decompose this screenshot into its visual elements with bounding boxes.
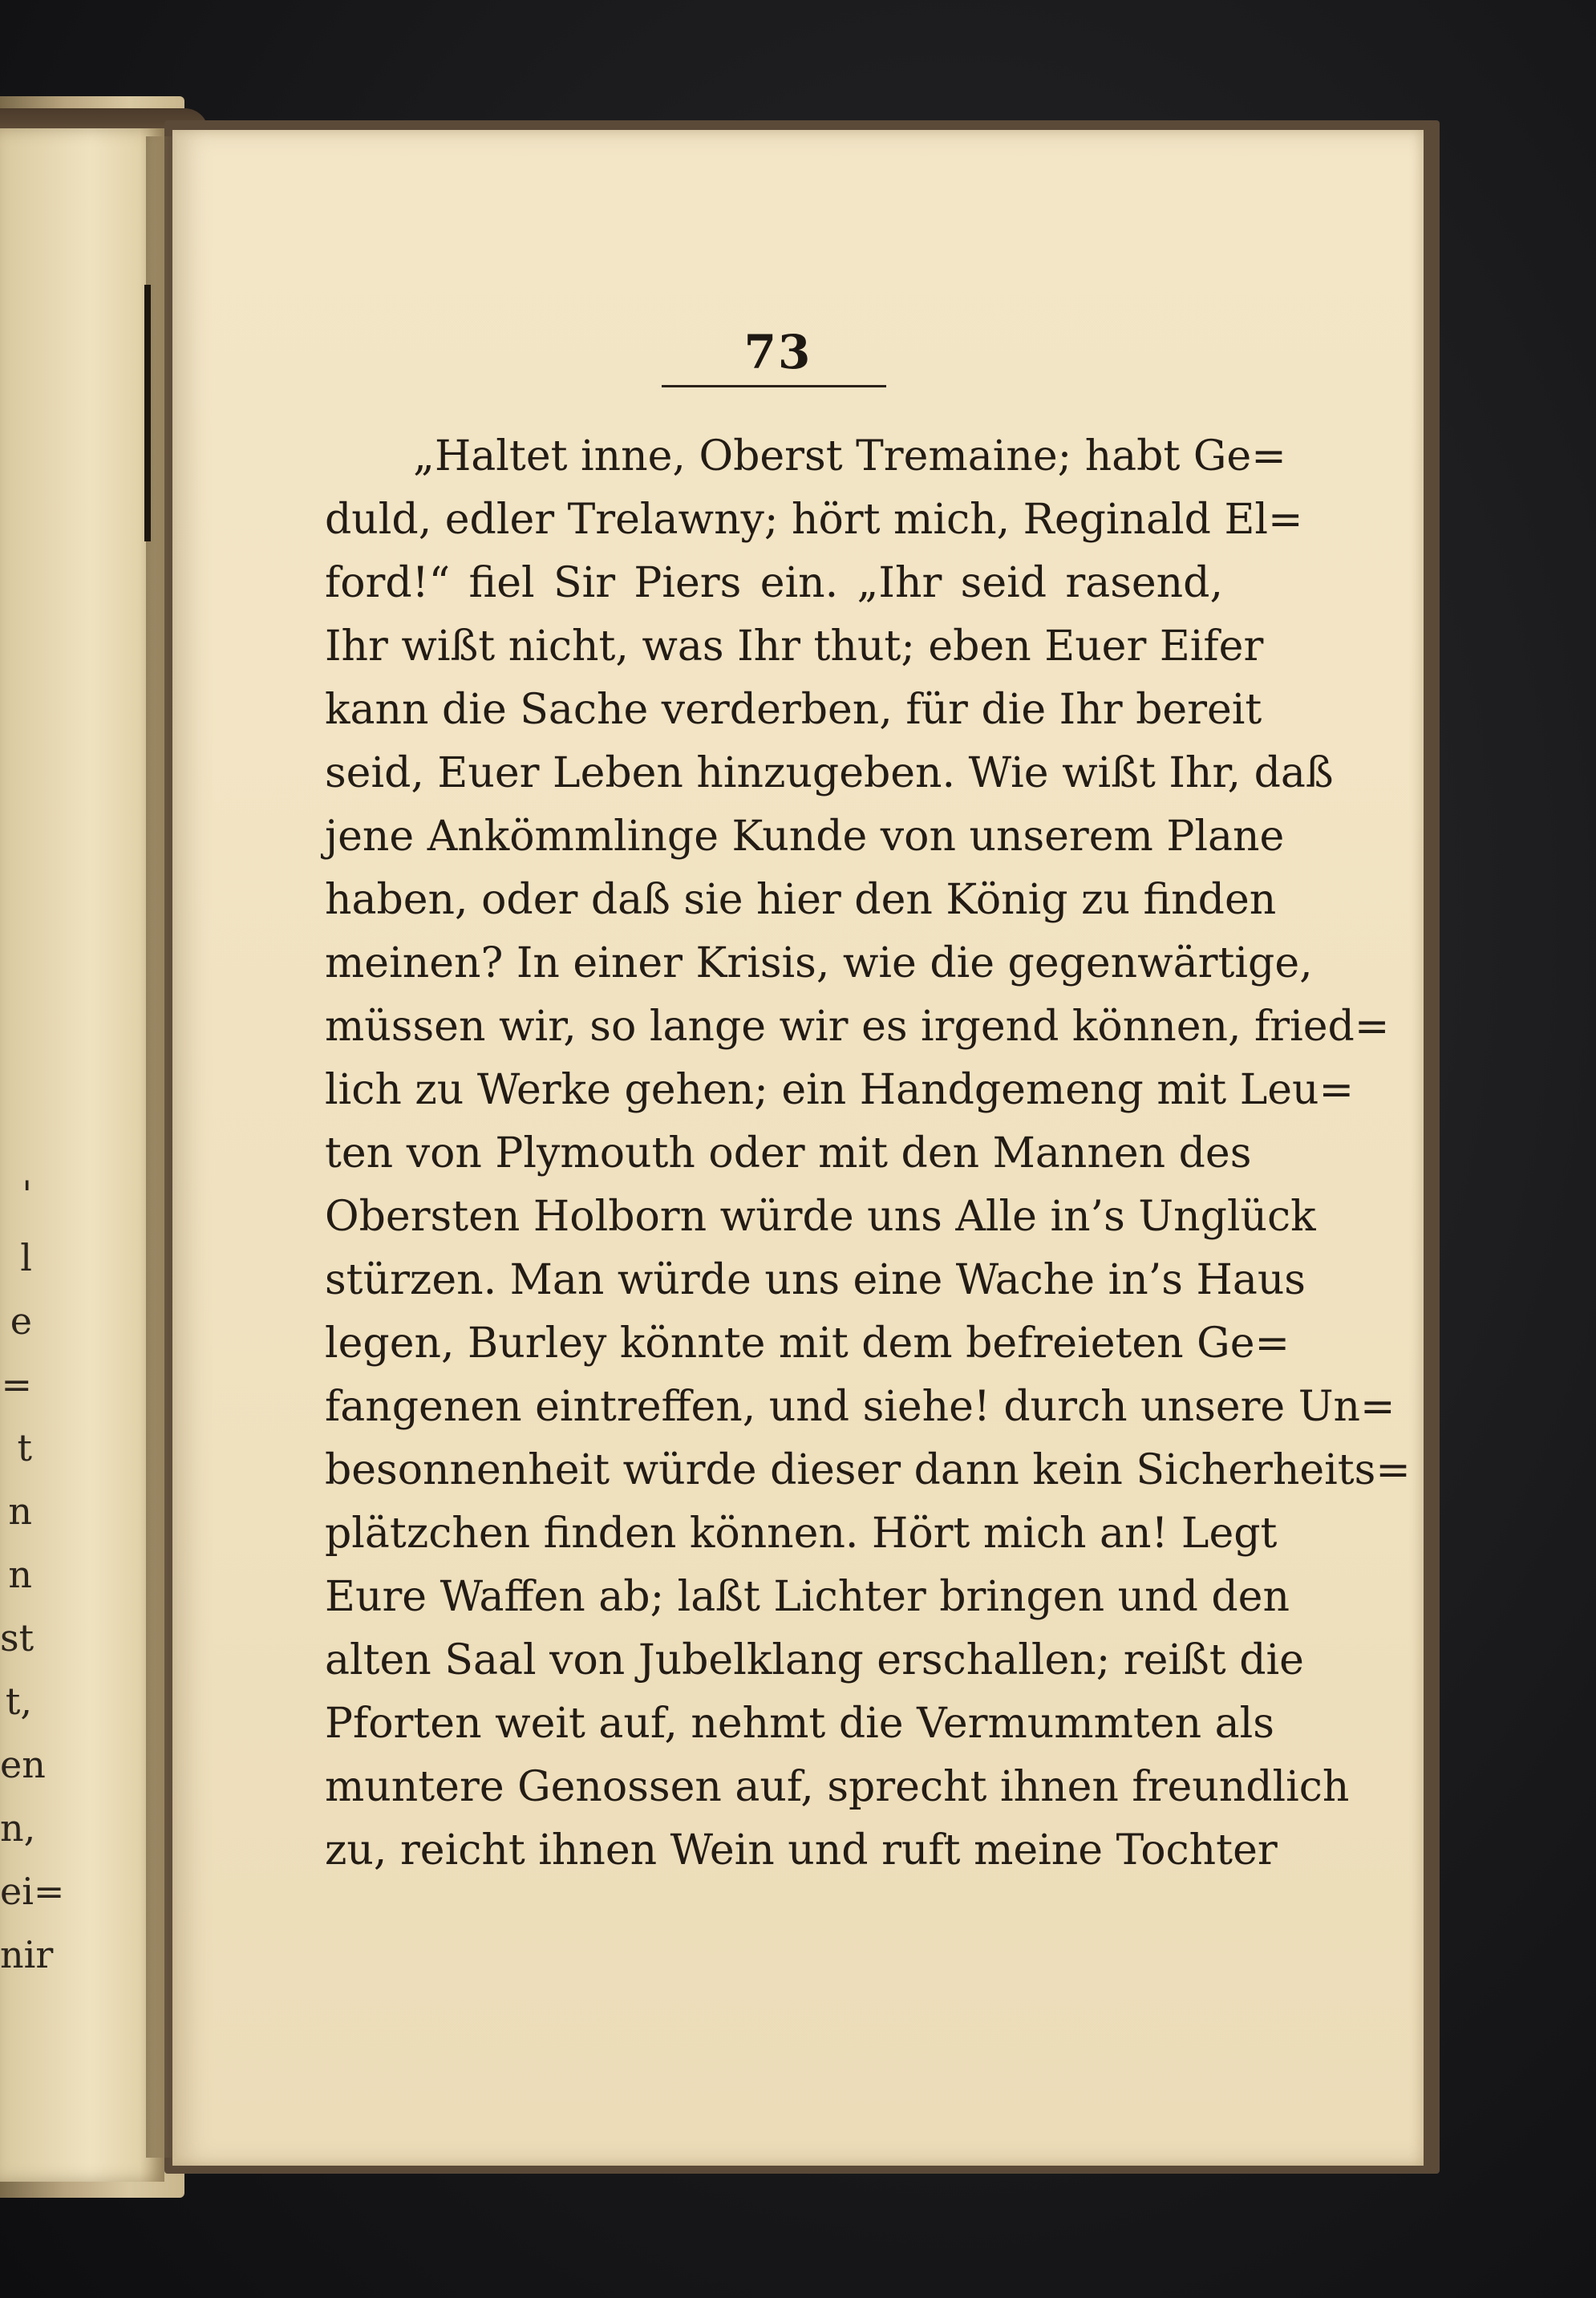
text-line: meinen? In einer Krisis, wie die gegenwärtige, xyxy=(325,939,1313,987)
text-line: alten Saal von Jubelklang erschallen; reißt die xyxy=(325,1636,1304,1684)
left-fragment: n xyxy=(8,1489,32,1533)
text-line: ford!“ fiel Sir Piers ein. „Ihr seid rasend, xyxy=(325,559,1223,607)
left-fragment: t, xyxy=(5,1680,32,1723)
left-fragment: ' xyxy=(22,1173,32,1216)
text-line: stürzen. Man würde uns eine Wache in’s Haus xyxy=(325,1256,1306,1304)
text-line: Pforten weit auf, nehmt die Vermummten als xyxy=(325,1700,1274,1748)
text-line: müssen wir, so lange wir es irgend können, fried= xyxy=(325,1003,1390,1051)
left-fragment: st xyxy=(0,1616,34,1660)
left-fragment: = xyxy=(1,1363,32,1406)
left-fragment: en xyxy=(0,1743,46,1786)
text-line: besonnenheit würde dieser dann kein Sicherheits= xyxy=(325,1446,1411,1494)
left-fragment: ei= xyxy=(0,1870,65,1913)
page-number-rule xyxy=(662,385,886,387)
page-body-text xyxy=(325,425,1411,1883)
text-line: fangenen eintreffen, und siehe! durch unsere Un= xyxy=(325,1383,1395,1431)
text-line: Ihr wißt nicht, was Ihr thut; eben Euer Eifer xyxy=(325,622,1264,671)
left-fragment: t xyxy=(17,1426,32,1469)
left-fragment: n xyxy=(8,1553,32,1596)
text-line: ten von Plymouth oder mit den Mannen des xyxy=(325,1129,1252,1177)
text-line: haben, oder daß sie hier den König zu finden xyxy=(325,876,1277,924)
text-line: lich zu Werke gehen; ein Handgemeng mit Leu= xyxy=(325,1066,1355,1114)
text-line: seid, Euer Leben hinzugeben. Wie wißt Ihr, daß xyxy=(325,749,1334,797)
left-page-text-fragments xyxy=(0,1163,65,1987)
left-fragment: e xyxy=(10,1299,32,1343)
left-fragment: l xyxy=(20,1236,32,1279)
page-number: 73 xyxy=(743,325,812,379)
left-page xyxy=(0,128,164,2182)
left-fragment: n, xyxy=(0,1806,36,1850)
text-line: plätzchen finden können. Hört mich an! Legt xyxy=(325,1510,1278,1558)
text-line: zu, reicht ihnen Wein und ruft meine Tochter xyxy=(325,1826,1278,1874)
text-line: jene Ankömmlinge Kunde von unserem Plane xyxy=(325,813,1285,861)
text-line: muntere Genossen auf, sprecht ihnen freundlich xyxy=(325,1763,1350,1811)
text-line: kann die Sache verderben, für die Ihr bereit xyxy=(325,686,1262,734)
text-line: Eure Waffen ab; laßt Lichter bringen und den xyxy=(325,1573,1290,1621)
left-fragment: nir xyxy=(0,1933,54,1976)
text-line: legen, Burley könnte mit dem befreieten Ge= xyxy=(325,1319,1290,1368)
gutter-marker xyxy=(144,285,151,541)
text-line: duld, edler Trelawny; hört mich, Reginald El= xyxy=(325,496,1303,544)
page-gutter-shadow xyxy=(146,136,178,2158)
text-line: Obersten Holborn würde uns Alle in’s Unglück xyxy=(325,1193,1316,1241)
text-line: „Haltet inne, Oberst Tremaine; habt Ge= xyxy=(413,432,1286,480)
